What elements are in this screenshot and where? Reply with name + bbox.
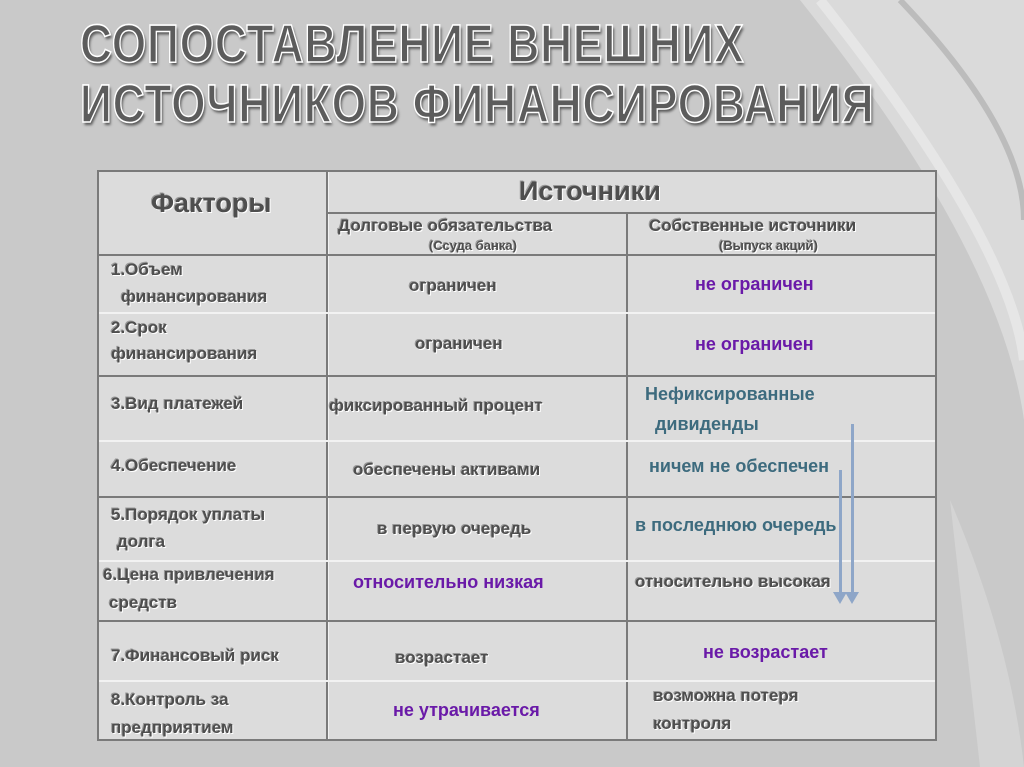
row-divider xyxy=(99,312,935,314)
row-6-factor: 6.Цена привлечения xyxy=(103,565,275,584)
row-1-debt: ограничен xyxy=(409,276,497,295)
title-line-1: СОПОСТАВЛЕНИЕ ВНЕШНИХ xyxy=(80,14,745,74)
row-6-debt: относительно низкая xyxy=(353,572,544,592)
row-3-equity-cont: дивиденды xyxy=(655,414,759,434)
row-8-equity: возможна потеря xyxy=(653,686,799,705)
title-line-2: ИСТОЧНИКОВ ФИНАНСИРОВАНИЯ xyxy=(80,74,875,134)
row-3-equity: Нефиксированные xyxy=(645,384,815,404)
row-8-debt: не утрачивается xyxy=(393,700,540,720)
comparison-table xyxy=(97,170,937,741)
row-3-factor: 3.Вид платежей xyxy=(111,394,244,413)
row-4-factor: 4.Обеспечение xyxy=(111,456,237,475)
row-divider xyxy=(99,560,935,562)
arrow-shaft xyxy=(839,470,842,596)
row-8-equity-cont: контроля xyxy=(653,714,732,733)
row-2-factor: 2.Срок xyxy=(111,318,167,337)
row-8-factor-cont: предприятием xyxy=(111,718,234,737)
row-divider xyxy=(99,375,935,377)
row-divider xyxy=(99,620,935,622)
row-2-debt: ограничен xyxy=(415,334,503,353)
row-1-equity: не ограничен xyxy=(695,274,814,294)
row-divider xyxy=(99,254,935,256)
header-factors: Факторы xyxy=(151,188,272,218)
header-debt: Долговые обязательства xyxy=(338,216,553,235)
row-5-equity: в последнюю очередь xyxy=(635,515,837,535)
header-equity: Собственные источники xyxy=(649,216,857,235)
row-4-debt: обеспечены активами xyxy=(353,460,541,479)
row-2-factor-cont: финансирования xyxy=(111,344,258,363)
row-7-debt: возрастает xyxy=(395,648,489,667)
row-8-factor: 8.Контроль за xyxy=(111,690,229,709)
row-6-factor-cont: средств xyxy=(109,593,178,612)
row-2-equity: не ограничен xyxy=(695,334,814,354)
page-title xyxy=(80,14,875,134)
row-7-equity: не возрастает xyxy=(703,642,828,662)
row-divider xyxy=(99,680,935,682)
row-1-factor-cont: финансирования xyxy=(121,287,268,306)
row-5-debt: в первую очередь xyxy=(377,519,532,538)
arrow-shaft xyxy=(851,424,854,596)
row-6-equity: относительно высокая xyxy=(635,572,831,591)
row-1-factor: 1.Объем xyxy=(111,260,183,279)
row-divider xyxy=(99,440,935,442)
row-5-factor-cont: долга xyxy=(117,532,166,551)
row-5-factor: 5.Порядок уплаты xyxy=(111,505,266,524)
row-divider xyxy=(99,496,935,498)
column-divider-1-highlight xyxy=(328,172,329,739)
header-sub-divider xyxy=(328,212,935,214)
arrow-down-icon xyxy=(830,590,864,606)
row-3-debt: фиксированный процент xyxy=(329,396,543,415)
column-divider-2 xyxy=(626,212,628,739)
header-equity-sub: (Выпуск акций) xyxy=(719,238,818,253)
row-7-factor: 7.Финансовый риск xyxy=(111,646,279,665)
header-debt-sub: (Ссуда банка) xyxy=(429,238,517,253)
header-sources: Источники xyxy=(519,176,661,206)
row-4-equity: ничем не обеспечен xyxy=(649,456,830,476)
